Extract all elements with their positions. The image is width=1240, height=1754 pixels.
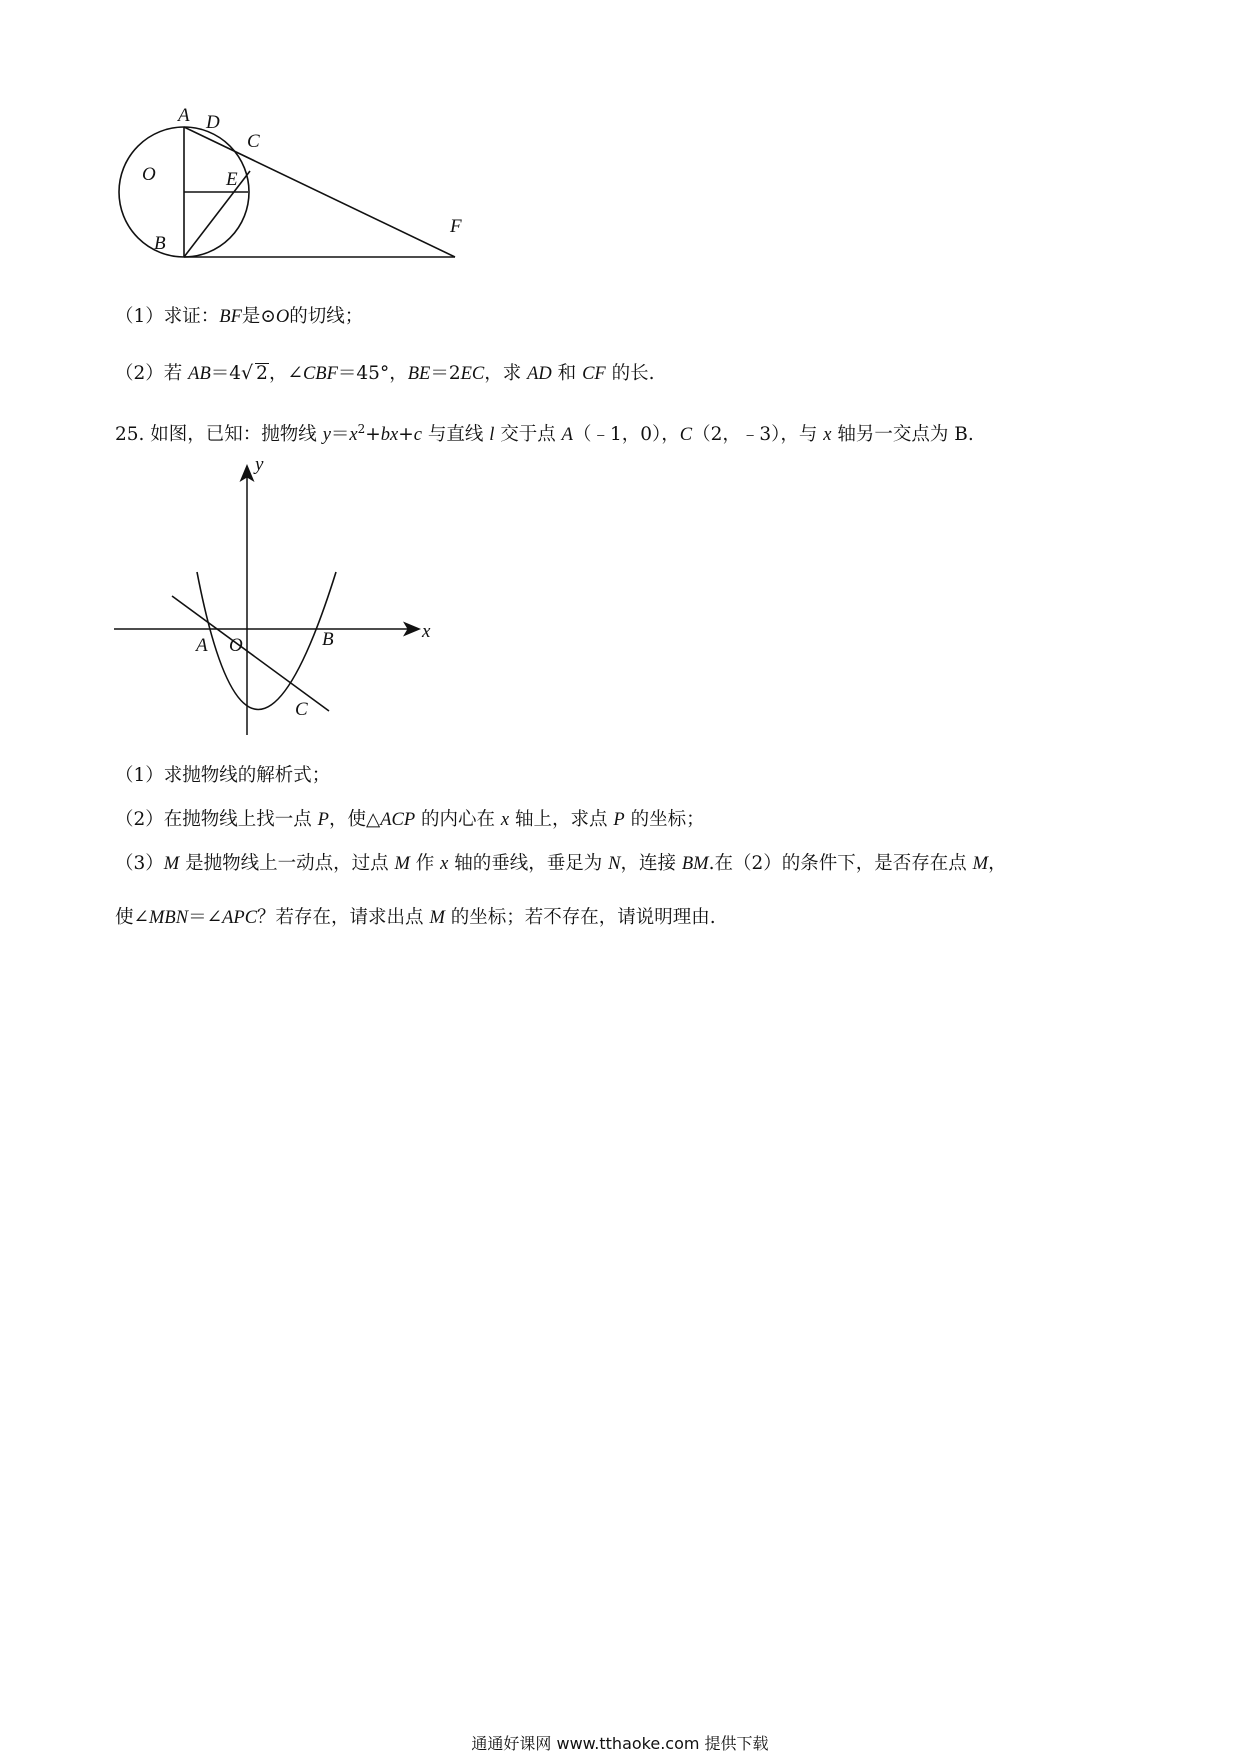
q25-part2-x: x [500, 810, 510, 830]
parabola-curve [197, 572, 336, 710]
q25-part2-mid1: ，使△ [328, 809, 381, 830]
q25-stem-c-point: C [679, 425, 693, 446]
label-y: y [255, 454, 264, 475]
label-c: C [247, 131, 260, 152]
label-f: F [450, 216, 462, 237]
q25-part2-acp: ACP [380, 810, 416, 830]
q25-part3-m2: M [394, 854, 410, 874]
q25-part3b-suffix: 的坐标；若不存在，请说明理由. [444, 907, 716, 928]
q24-part1-o: O [275, 307, 290, 327]
q25-part3-m3: M [972, 854, 989, 874]
label-a: A [196, 635, 208, 656]
q25-part2-suffix: 的坐标； [624, 809, 705, 830]
parabola-diagram [100, 455, 445, 745]
q25-part3-continued [115, 905, 716, 931]
circle-diagram [100, 90, 530, 280]
q24-part1-mid: 是⊙ [241, 306, 276, 327]
segment-bc [184, 171, 250, 257]
q25-stem-eq: ＝ [330, 424, 350, 446]
q25-part3-mid5: .在（2）的条件下，是否存在点 [708, 853, 973, 874]
q25-part3b-prefix: 使∠ [115, 907, 150, 928]
q25-stem-y: y [322, 425, 331, 446]
figure-circle-tangent [100, 90, 530, 280]
q25-part3-prefix: （3） [115, 853, 164, 874]
q25-part3-mid3: 轴的垂线，垂足为 [448, 853, 609, 874]
q25-part3b-eq: ＝∠ [188, 907, 223, 928]
q25-part1 [115, 763, 330, 789]
q25-stem-plus1: + [365, 424, 381, 446]
label-o: O [142, 164, 156, 185]
q25-part2-mid2: 的内心在 [415, 809, 501, 830]
q25-part3b-apc: APC [222, 908, 258, 928]
q25-stem [115, 416, 974, 448]
q25-part3b-m: M [429, 908, 445, 928]
q24-part2-eq3: ＝2 [430, 363, 461, 384]
label-o: O [229, 635, 243, 656]
q24-part2-eq2: ＝45°， [337, 363, 408, 384]
q25-stem-mid: 与直线 [422, 424, 490, 446]
label-c: C [295, 699, 308, 720]
q25-stem-x: x [349, 425, 358, 446]
q25-part2-mid3: 轴上，求点 [509, 809, 614, 830]
q24-part2-cf: CF [582, 364, 606, 384]
q24-part1 [115, 304, 363, 330]
q24-part2-be: BE [407, 364, 431, 384]
q25-stem-sup: 2 [357, 422, 366, 436]
label-b: B [322, 629, 334, 650]
q24-part2-ad: AD [527, 364, 552, 384]
q24-part2-mid: ，求 [484, 363, 528, 384]
q25-stem-c: c [413, 425, 422, 446]
q25-part1-text: （1）求抛物线的解析式； [115, 765, 331, 786]
q25-stem-mid2: 交于点 [494, 424, 562, 446]
q25-stem-plus2: + [398, 424, 414, 446]
q25-stem-prefix: 25. 如图，已知：抛物线 [115, 424, 323, 446]
q24-part1-suffix: 的切线； [289, 306, 364, 327]
q24-part2-ec: EC [460, 364, 485, 384]
q25-stem-x2: x [823, 425, 832, 446]
q25-stem-coord-a: （﹣1，0）， [572, 424, 680, 446]
q25-part3-mid4: ，连接 [620, 853, 682, 874]
q25-stem-a: A [561, 425, 573, 446]
q24-part2-prefix: （2）若 [115, 363, 189, 384]
q25-part3-x: x [440, 854, 449, 874]
q25-part3b-mbn: MBN [149, 908, 189, 928]
q24-part1-bf: BF [219, 307, 242, 327]
q25-part2 [115, 807, 705, 833]
q25-part3-m: M [163, 854, 180, 874]
q24-part2-eq1: ＝4 [210, 363, 242, 384]
label-x: x [422, 621, 431, 642]
q24-part1-prefix: （1）求证： [115, 306, 220, 327]
q25-stem-bx: bx [380, 425, 399, 446]
q24-part2-suffix: 的长. [605, 363, 655, 384]
q25-part2-prefix: （2）在抛物线上找一点 [115, 809, 318, 830]
label-b: B [154, 233, 166, 254]
q25-part3-bm: BM [681, 854, 709, 874]
q24-part2-and: 和 [551, 363, 583, 384]
q25-stem-coord-c: （2，﹣3），与 [692, 424, 824, 446]
q25-part2-p: P [317, 810, 329, 830]
q25-part3b-mid: ？若存在，请求出点 [257, 907, 430, 928]
q25-part3-n: N [608, 854, 621, 874]
q25-part3-mid1: 是抛物线上一动点，过点 [179, 853, 395, 874]
sqrt-icon: √ [241, 362, 254, 384]
label-d: D [206, 112, 220, 133]
q25-part3 [115, 851, 1007, 877]
q24-part2-cbf: CBF [302, 364, 338, 384]
q25-stem-suffix: 轴另一交点为 B. [831, 424, 974, 446]
q24-part2-sqrt-arg: 2 [256, 363, 268, 384]
page-footer: 通通好课网 www.tthaoke.com 提供下载 [471, 1734, 769, 1753]
label-a: A [178, 105, 190, 126]
q24-part2 [115, 360, 654, 387]
figure-parabola [100, 455, 445, 745]
q25-part3-suffix: ， [988, 853, 1007, 874]
q25-stem-l: l [489, 425, 495, 446]
q25-part2-p2: P [613, 810, 625, 830]
label-e: E [226, 169, 238, 190]
q24-part2-ab: AB [188, 364, 211, 384]
q25-part3-mid2: 作 [409, 853, 441, 874]
q24-part2-sep1: ，∠ [268, 363, 303, 384]
